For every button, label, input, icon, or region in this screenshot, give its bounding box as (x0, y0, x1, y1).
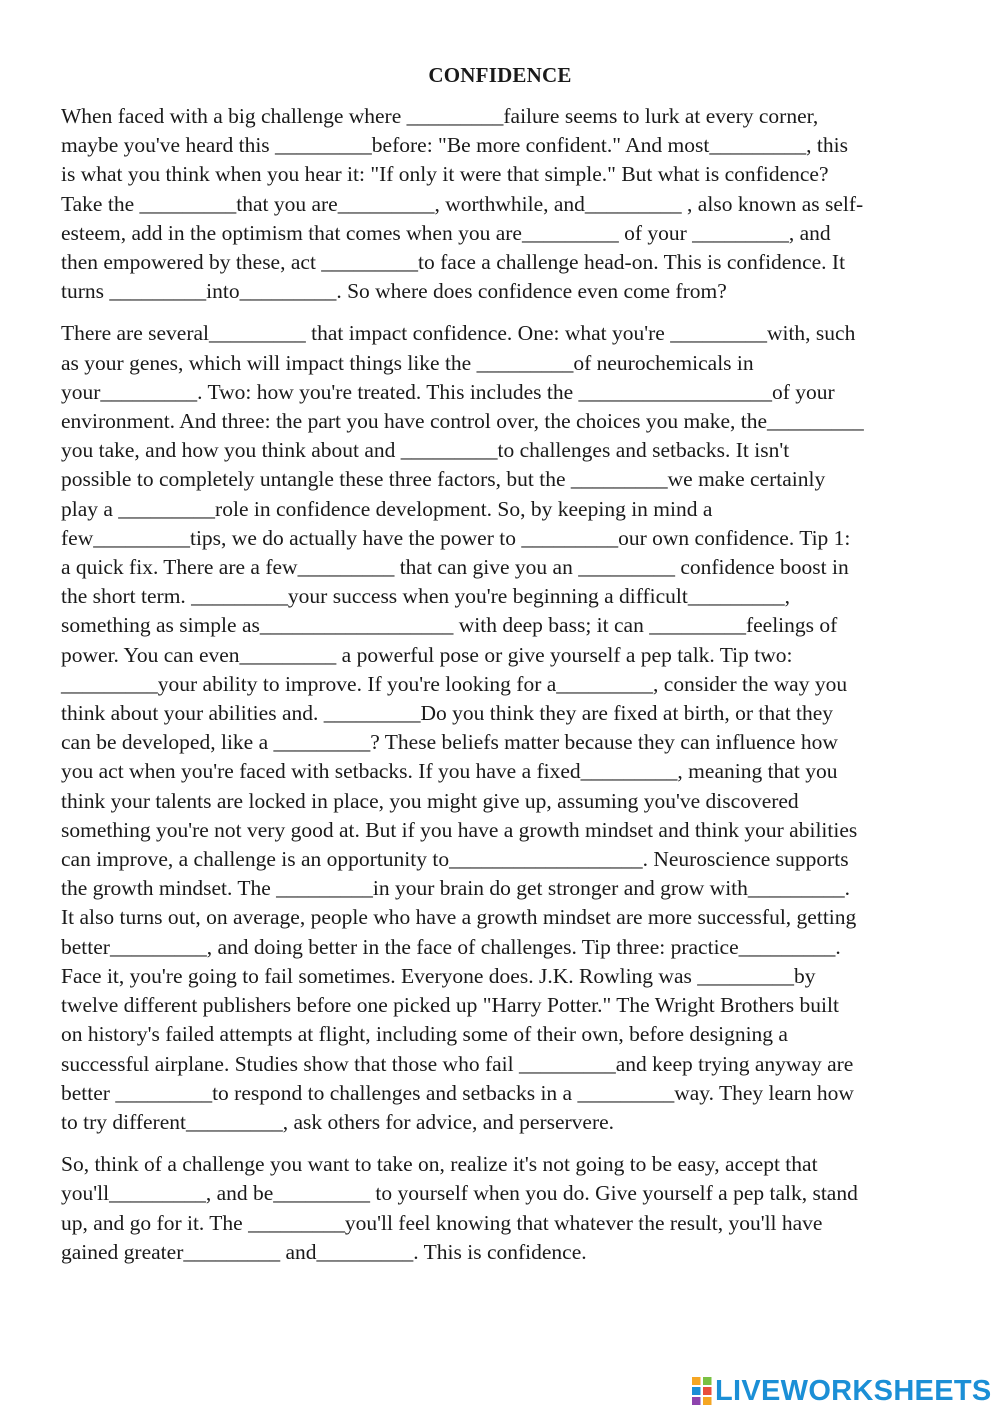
paragraph-2: There are several_________ that impact confidence. One: what you're _________with, such as your genes, which will impact things like the _________of neurochemicals in your_________. Two: how you're treated. This includes the __________________of your environment. And three: the part you have control over, the choices you make, the_________ you take, and how you think about and _________to challenges and setbacks. It isn't possible to completely untangle these three factors, but the _________we make certainly play a _________role in confidence development. So, by keeping in mind a few_________tips, we do actually have the power to _________our own confidence. Tip 1: a quick fix. There are a few_________ that can give you an _________ confidence boost in the short term. _________your success when you're beginning a difficult_________, something as simple as__________________ with deep bass; it can _________feelings of power. You can even_________ a powerful pose or give yourself a pep talk. Tip two: _________your ability to improve. If you're looking for a_________, consider the way you think about your abilities and. _________Do you think they are fixed at birth, or that they can be developed, like a _________? These beliefs matter because they can influence how you act when you're faced with setbacks. If you have a fixed_________, meaning that you think your talents are locked in place, you might give up, assuming you've discovered something you're not very good at. But if you have a growth mindset and think your abilities can improve, a challenge is an opportunity to__________________. Neuroscience supports the growth mindset. The _________in your brain do get stronger and grow with_________. It also turns out, on average, people who have a growth mindset are more successful, getting better_________, and doing better in the face of challenges. Tip three: practice_________. Face it, you're going to fail sometimes. Everyone does. J.K. Rowling was _________by twelve different publishers before one picked up "Harry Potter." The Wright Brothers built on history's failed attempts at flight, including some of their own, before designing a successful airplane. Studies show that those who fail _________and keep trying anyway are better _________to respond to challenges and setbacks in a _________way. They learn how to try different_________, ask others for advice, and perservere. (61, 321, 864, 1134)
worksheet-body (61, 102, 946, 1267)
paragraph-3: So, think of a challenge you want to take on, realize it's not going to be easy, accept that you'll_________, and be_________ to yourself when you do. Give yourself a pep talk, stand up, and go for it. The _________you'll feel knowing that whatever the result, you'll have gained greater_________ and_________. This is confidence. (61, 1152, 858, 1264)
paragraph-1: When faced with a big challenge where _________failure seems to lurk at every corner, maybe you've heard this _________before: "Be more confident." And most_________, this is what you think when you hear it: "If only it were that simple." But what is confidence? Take the _________that you are_________, worthwhile, and_________ , also known as self- esteem, add in the optimism that comes when you are_________ of your _________, and then empowered by these, act _________to face a challenge head-on. This is confidence. It turns _________into_________. So where does confidence even come from? (61, 104, 864, 304)
worksheet-title: CONFIDENCE (428, 63, 572, 87)
liveworksheets-brand (692, 1374, 992, 1408)
liveworksheets-logo-icon (692, 1376, 712, 1406)
brand-wordmark: LIVEWORKSHEETS (715, 1375, 992, 1407)
